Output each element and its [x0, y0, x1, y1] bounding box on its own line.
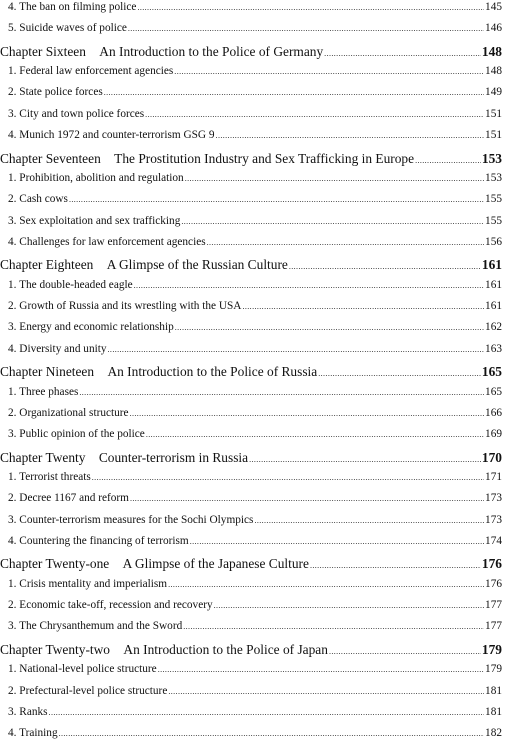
section-title: 4. Diversity and unity	[8, 342, 107, 355]
dot-leader	[289, 262, 481, 271]
toc-section-entry[interactable]	[0, 86, 502, 98]
toc-section-entry[interactable]	[0, 172, 502, 184]
toc-section-entry[interactable]	[0, 428, 502, 440]
dot-leader	[242, 302, 484, 311]
section-title: 3. Public opinion of the police	[8, 428, 145, 441]
toc-section-entry[interactable]	[0, 386, 502, 398]
dot-leader	[134, 281, 484, 290]
toc-section-entry[interactable]	[0, 108, 502, 120]
section-title: 3. Counter-terrorism measures for the Sochi Olympics	[8, 513, 254, 526]
dot-leader	[108, 345, 485, 354]
toc-chapter-entry[interactable]	[0, 556, 502, 572]
page-number: 145	[485, 1, 502, 13]
dot-leader	[185, 174, 484, 183]
toc-section-entry[interactable]	[0, 492, 502, 504]
section-title: 1. Federal law enforcement agencies	[8, 65, 174, 78]
page-number: 155	[485, 214, 502, 227]
page-number: 176	[485, 577, 502, 590]
dot-leader	[318, 369, 481, 378]
page-number: 181	[485, 684, 502, 697]
section-title: 2. Organizational structure	[8, 406, 129, 419]
dot-leader	[174, 67, 484, 76]
toc-section-entry[interactable]	[0, 22, 502, 34]
dot-leader	[249, 455, 481, 464]
toc-section-entry[interactable]	[0, 193, 502, 205]
page-number: 156	[485, 236, 502, 248]
toc-section-entry[interactable]	[0, 706, 502, 718]
page-number: 179	[485, 663, 502, 676]
chapter-title: Chapter Twenty Counter-terrorism in Russia	[0, 449, 249, 465]
page-number: 169	[485, 428, 502, 441]
toc-section-entry[interactable]	[0, 599, 502, 611]
dot-leader	[128, 24, 484, 33]
dot-leader	[254, 516, 484, 525]
dot-leader	[158, 665, 484, 674]
section-title: 4. Challenges for law enforcement agencies	[8, 236, 206, 248]
page-number: 171	[485, 470, 502, 483]
dot-leader	[175, 323, 484, 332]
toc-section-entry[interactable]	[0, 65, 502, 77]
page-number: 162	[485, 321, 502, 334]
chapter-title: Chapter Sixteen An Introduction to the Police of Germany	[0, 43, 324, 59]
page-number: 177	[485, 620, 502, 633]
dot-leader	[79, 388, 484, 397]
section-title: 1. The double-headed eagle	[8, 278, 133, 291]
page-number: 179	[481, 641, 502, 657]
section-title: 3. Sex exploitation and sex trafficking	[8, 214, 181, 227]
chapter-title: Chapter Twenty-one A Glimpse of the Japanese Culture	[0, 556, 309, 572]
toc-section-entry[interactable]	[0, 279, 502, 291]
dot-leader	[216, 131, 485, 140]
section-title: 3. City and town police forces	[8, 107, 145, 120]
toc-section-entry[interactable]	[0, 321, 502, 333]
page-number: 161	[481, 257, 502, 273]
toc-section-entry[interactable]	[0, 578, 502, 590]
page-number: 151	[485, 107, 502, 120]
dot-leader	[69, 195, 484, 204]
dot-leader	[329, 647, 481, 656]
toc-section-entry[interactable]	[0, 300, 502, 312]
dot-leader	[146, 430, 484, 439]
dot-leader	[49, 708, 485, 717]
page-number: 176	[481, 556, 502, 572]
page-number: 182	[485, 727, 502, 740]
toc-chapter-entry[interactable]	[0, 450, 502, 466]
toc-section-entry[interactable]	[0, 236, 502, 248]
chapter-title: Chapter Nineteen An Introduction to the Police of Russia	[0, 364, 318, 380]
page-number: 155	[485, 193, 502, 206]
dot-leader	[145, 110, 484, 119]
page-number: 153	[485, 171, 502, 184]
page-number: 148	[481, 43, 502, 59]
dot-leader	[190, 537, 484, 546]
page-number: 181	[485, 705, 502, 718]
page-number: 173	[485, 513, 502, 526]
chapter-title: Chapter Seventeen The Prostitution Industry and Sex Trafficking in Europe	[0, 150, 415, 166]
page-number: 161	[485, 300, 502, 312]
toc-section-entry[interactable]	[0, 620, 502, 632]
page-number: 170	[481, 449, 502, 465]
dot-leader	[168, 580, 484, 589]
page-number: 173	[485, 492, 502, 505]
page-number: 177	[485, 599, 502, 612]
toc-chapter-entry[interactable]	[0, 642, 502, 658]
toc-section-entry[interactable]	[0, 129, 502, 141]
chapter-title: Chapter Eighteen A Glimpse of the Russian Culture	[0, 257, 288, 273]
page-number: 161	[485, 278, 502, 291]
section-title: 3. Ranks	[8, 705, 48, 718]
dot-leader	[168, 687, 484, 696]
page-number: 163	[485, 342, 502, 355]
section-title: 3. The Chrysanthemum and the Sword	[8, 620, 183, 633]
section-title: 2. Growth of Russia and its wrestling with the USA	[8, 300, 242, 312]
dot-leader	[324, 49, 481, 58]
page-number: 149	[485, 86, 502, 99]
section-title: 2. Prefectural-level police structure	[8, 684, 168, 697]
toc-section-entry[interactable]	[0, 535, 502, 547]
section-title: 3. Energy and economic relationship	[8, 321, 174, 334]
section-title: 4. Training	[8, 727, 58, 740]
page-number: 146	[485, 22, 502, 35]
page-number: 151	[485, 129, 502, 142]
dot-leader	[130, 409, 484, 418]
toc-section-entry[interactable]	[0, 471, 502, 483]
page-number: 174	[485, 535, 502, 547]
section-title: 1. Three phases	[8, 385, 79, 398]
toc-chapter-entry[interactable]	[0, 364, 502, 380]
page-number: 153	[481, 150, 502, 166]
section-title: 1. Terrorist threats	[8, 470, 91, 483]
section-title: 5. Suicide waves of police	[8, 22, 127, 35]
toc-section-entry[interactable]	[0, 1, 502, 13]
page-number: 148	[485, 65, 502, 78]
section-title: 4. Munich 1972 and counter-terrorism GSG 9	[8, 129, 215, 142]
toc-section-entry[interactable]	[0, 514, 502, 526]
section-title: 1. Prohibition, abolition and regulation	[8, 171, 184, 184]
section-title: 4. The ban on filming police	[8, 1, 137, 13]
page-number: 165	[485, 385, 502, 398]
section-title: 4. Countering the financing of terrorism	[8, 535, 189, 547]
dot-leader	[130, 494, 484, 503]
dot-leader	[181, 217, 484, 226]
toc-section-entry[interactable]	[0, 685, 502, 697]
toc-chapter-entry[interactable]	[0, 151, 502, 167]
dot-leader	[214, 601, 484, 610]
section-title: 2. Cash cows	[8, 193, 68, 206]
dot-leader	[137, 3, 484, 12]
toc-section-entry[interactable]	[0, 407, 502, 419]
section-title: 2. Economic take-off, recession and recovery	[8, 599, 213, 612]
section-title: 2. Decree 1167 and reform	[8, 492, 129, 505]
toc-section-entry[interactable]	[0, 343, 502, 355]
page-number: 166	[485, 406, 502, 419]
chapter-title: Chapter Twenty-two An Introduction to the Police of Japan	[0, 641, 328, 657]
dot-leader	[92, 473, 484, 482]
dot-leader	[415, 156, 481, 165]
page-number: 165	[481, 364, 502, 380]
toc-chapter-entry[interactable]	[0, 44, 502, 60]
dot-leader	[59, 729, 484, 738]
toc-section-entry[interactable]	[0, 663, 502, 675]
toc-section-entry[interactable]	[0, 215, 502, 227]
section-title: 1. Crisis mentality and imperialism	[8, 577, 168, 590]
dot-leader	[104, 88, 484, 97]
dot-leader	[310, 561, 481, 570]
dot-leader	[207, 238, 484, 247]
dot-leader	[183, 622, 484, 631]
section-title: 1. National-level police structure	[8, 663, 157, 676]
toc-chapter-entry[interactable]	[0, 257, 502, 273]
toc-section-entry[interactable]	[0, 727, 502, 739]
section-title: 2. State police forces	[8, 86, 103, 99]
